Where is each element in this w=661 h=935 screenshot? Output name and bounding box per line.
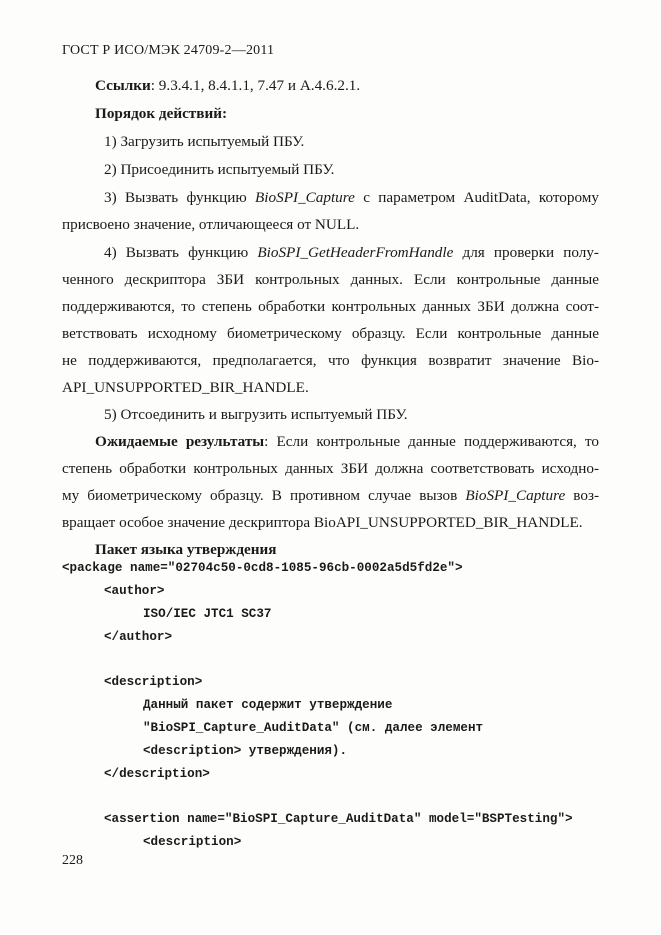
references-label: Ссылки	[95, 77, 151, 94]
expected-function: BioSPI_Capture	[465, 487, 566, 504]
code-line-2: <author>	[104, 584, 165, 598]
expected-line-3	[62, 483, 599, 509]
package-title: Пакет языка утверждения	[95, 541, 277, 558]
step-4-text-a: 4) Вызвать функцию	[104, 244, 258, 261]
step-3-line-2: присвоено значение, отличающееся от NULL.	[62, 216, 360, 233]
step-2: 2) Присоединить испытуемый ПБУ.	[104, 161, 335, 178]
code-line-8: <description> утверждения).	[143, 744, 348, 758]
code-line-3: ISO/IEC JTC1 SC37	[143, 607, 272, 621]
expected-line-2: степень обработки контрольных данных ЗБИ должна соответствовать исходно-	[62, 460, 599, 477]
step-4-line-6: API_UNSUPPORTED_BIR_HANDLE.	[62, 379, 309, 396]
page-number: 228	[62, 853, 83, 868]
expected-label: Ожидаемые результаты	[95, 433, 265, 450]
step-4-text-b: для проверки полу-	[453, 244, 599, 261]
step-4-line-4: ветствовать исходному биометрическому образцу. Если контрольные данные	[62, 325, 599, 342]
code-line-11: <description>	[143, 835, 242, 849]
code-line-7: "BioSPI_Capture_AuditData" (см. далее элемент	[143, 721, 484, 735]
expected-text-3b: воз-	[565, 487, 599, 504]
step-4-line-1	[104, 240, 599, 266]
code-line-6: Данный пакет содержит утверждение	[143, 698, 393, 712]
references-line	[95, 73, 360, 99]
code-line-1: <package name="02704c50-0cd8-1085-96cb-0002a5d5fd2e">	[62, 561, 463, 575]
expected-text-3a: му биометрическому образцу. В противном случае вызов	[62, 487, 466, 504]
step-3-text-a: 3) Вызвать функцию	[104, 189, 256, 206]
expected-text-1: : Если контрольные данные поддерживаются, то	[264, 433, 599, 450]
step-1: 1) Загрузить испытуемый ПБУ.	[104, 133, 305, 150]
step-3-text-b: с параметром AuditData, которому	[354, 189, 599, 206]
expected-line-4: вращает особое значение дескриптора BioAPI_UNSUPPORTED_BIR_HANDLE.	[62, 514, 583, 531]
code-line-4: </author>	[104, 630, 173, 644]
step-4-function: BioSPI_GetHeaderFromHandle	[257, 244, 454, 261]
code-line-10: <assertion name="BioSPI_Capture_AuditData" model="BSPTesting">	[104, 812, 573, 826]
procedure-title: Порядок действий:	[95, 105, 228, 122]
step-4-line-3: поддерживаются, то степень обработки контрольных данных ЗБИ должна соот-	[62, 298, 599, 315]
step-5: 5) Отсоединить и выгрузить испытуемый ПБУ.	[104, 406, 408, 423]
step-3-function: BioSPI_Capture	[255, 189, 355, 206]
step-4-line-2: ченного дескриптора ЗБИ контрольных данных. Если контрольные данные	[62, 271, 599, 288]
page-header: ГОСТ Р ИСО/МЭК 24709-2—2011	[62, 43, 275, 58]
step-3-line-1	[104, 185, 599, 211]
references-text: : 9.3.4.1, 8.4.1.1, 7.47 и А.4.6.2.1.	[150, 77, 361, 94]
step-4-line-5: не поддерживаются, предполагается, что функция возвратит значение Bio-	[62, 352, 599, 369]
code-line-9: </description>	[104, 767, 210, 781]
code-line-5: <description>	[104, 675, 203, 689]
expected-line-1	[95, 429, 599, 455]
